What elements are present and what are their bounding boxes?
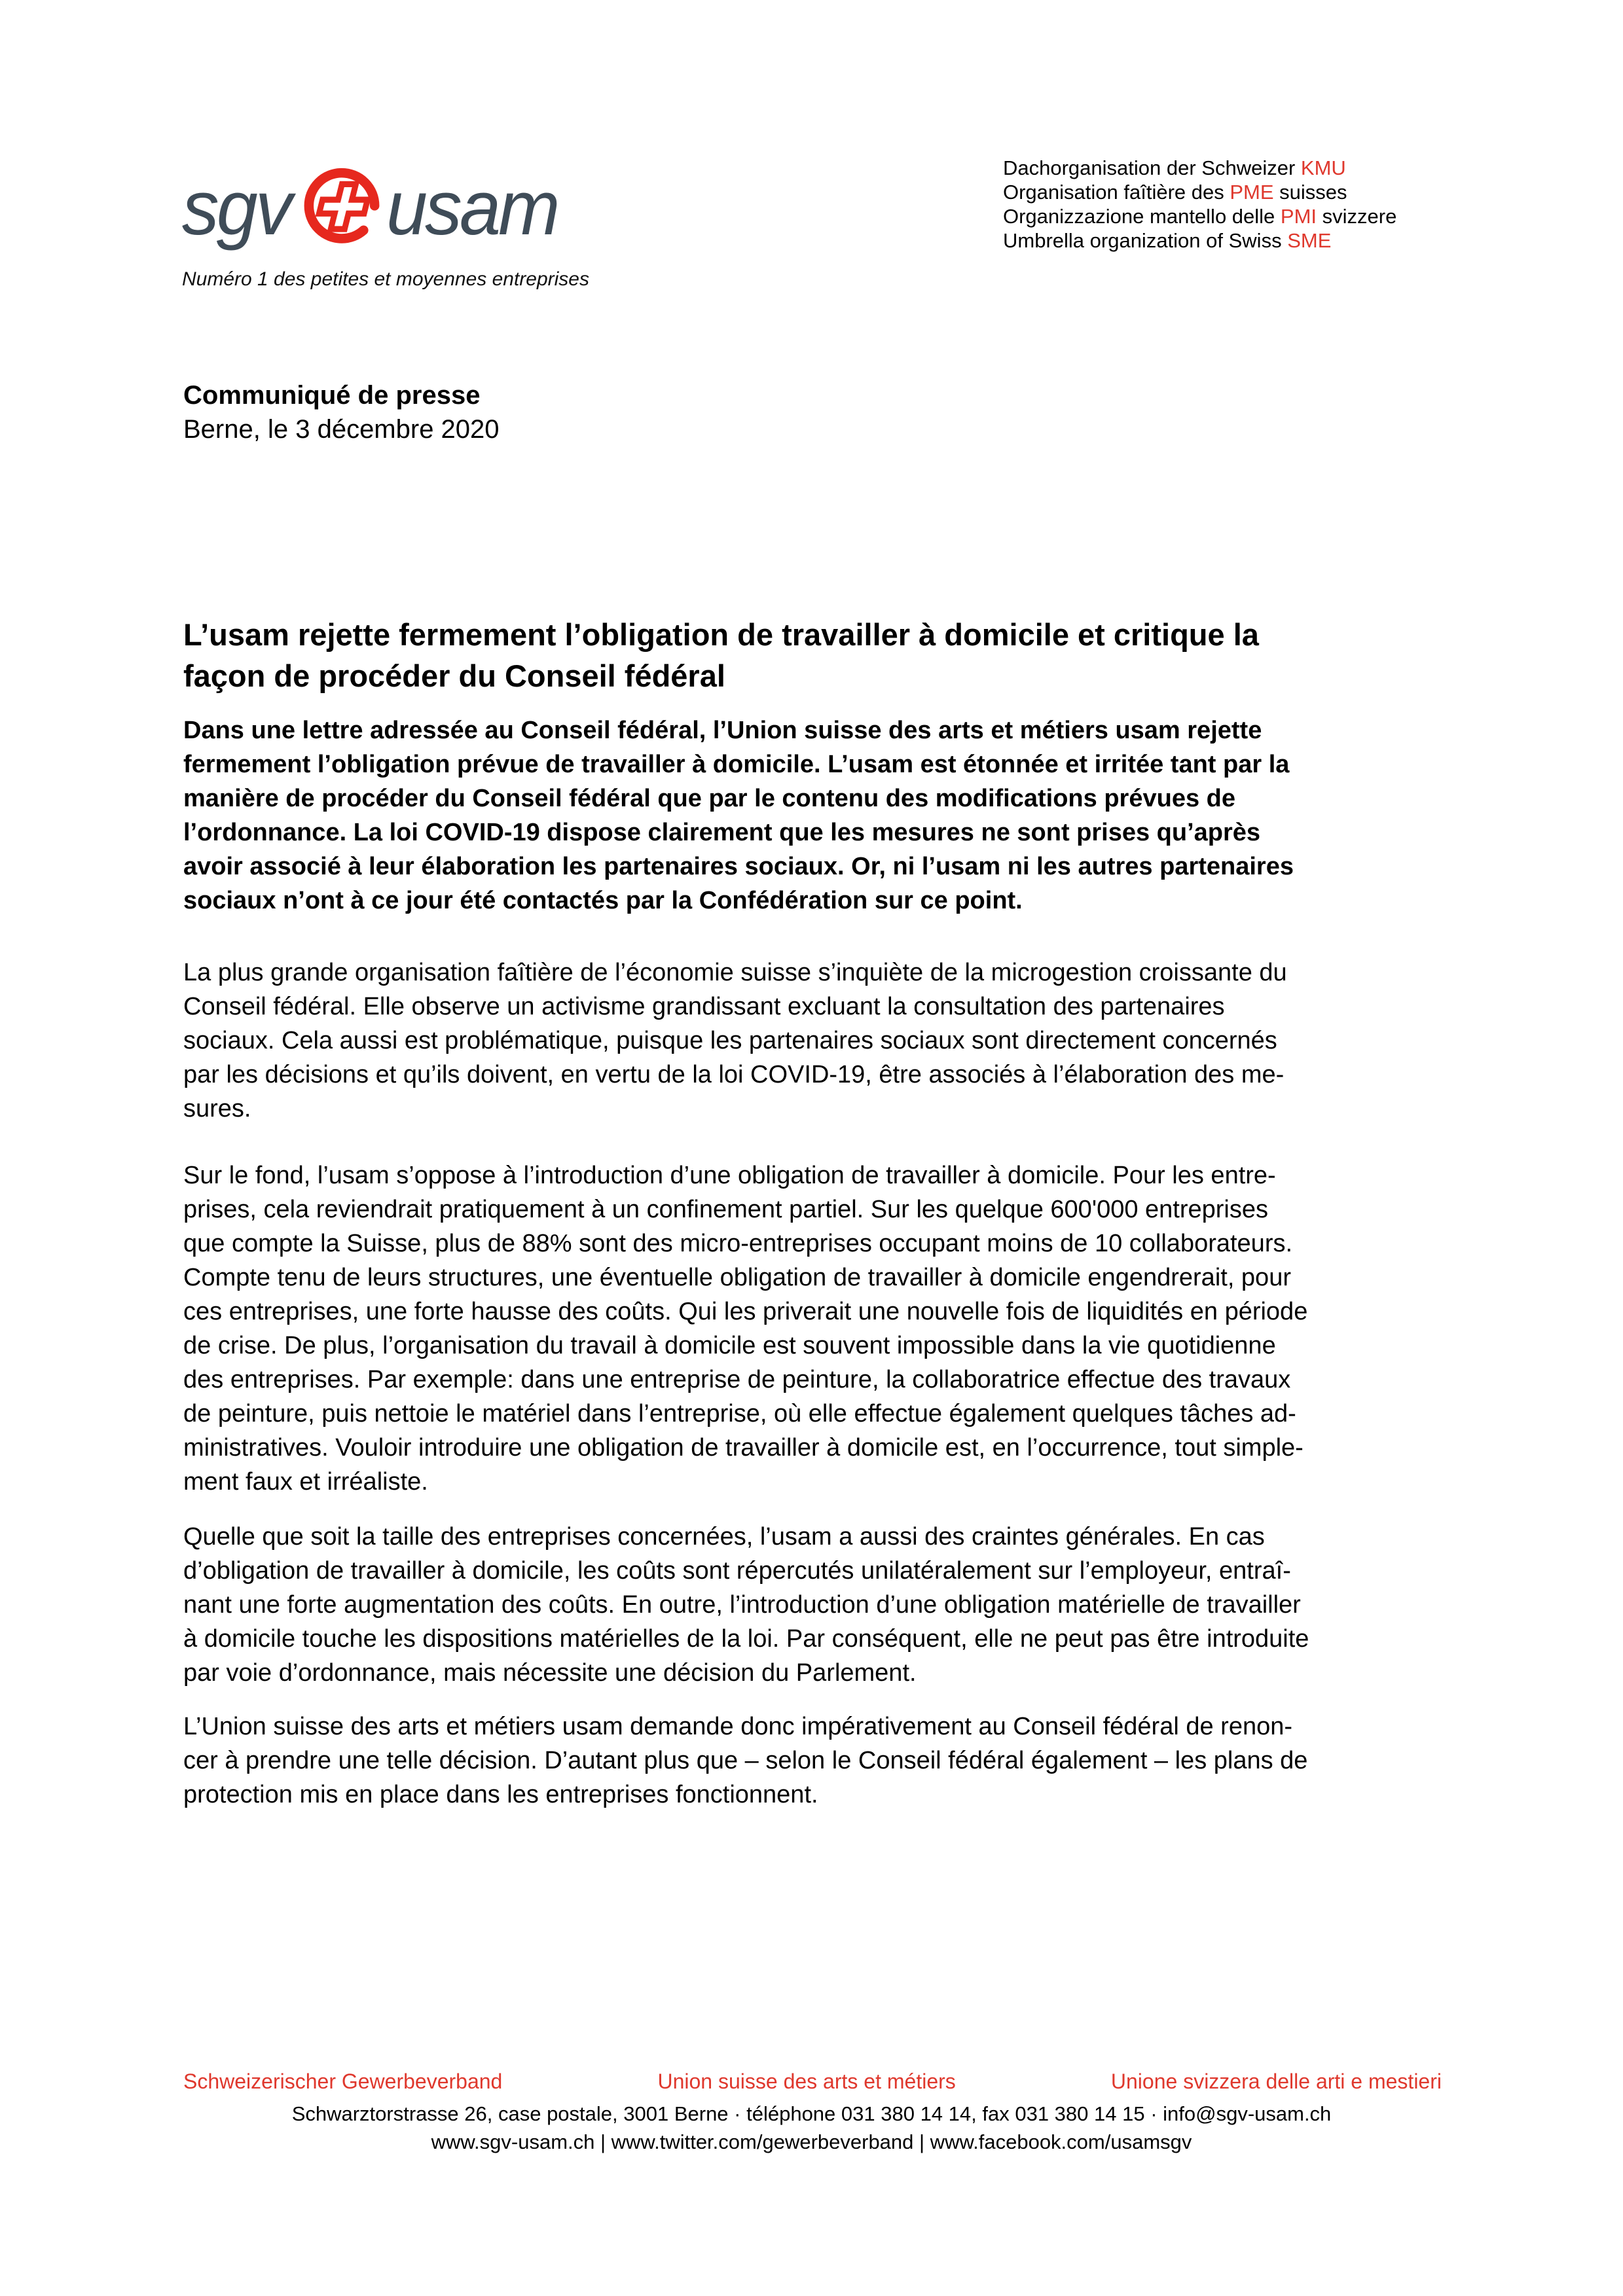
org-line-accent: PME [1230,181,1274,204]
paragraph-line: que compte la Suisse, plus de 88% sont des micro-entreprises occupant moins de 10 collaborateurs. [183,1230,1293,1257]
headline-line: façon de procéder du Conseil fédéral [183,658,725,693]
footer-org-it: Unione svizzera delle arti e mestieri [1110,2070,1442,2093]
logo-text-sgv: sgv [182,165,290,251]
paragraph-line: cer à prendre une telle décision. D’autant plus que – selon le Conseil fédéral également – les plans de [183,1747,1308,1774]
headline-line: L’usam rejette fermement l’obligation de travailler à domicile et critique la [183,617,1259,652]
body-paragraph [183,1710,1453,1812]
org-line-accent: KMU [1300,156,1346,179]
footer-address: Schwarztorstrasse 26, case postale, 3001 Berne · téléphone 031 380 14 14, fax 031 380 14 15 · info@sgv-usam.ch [291,2102,1332,2125]
paragraph-line: prises, cela reviendrait pratiquement à un confinement partiel. Sur les quelque 600'000 entreprises [183,1196,1269,1223]
paragraph-line: Dans une lettre adressée au Conseil fédéral, l’Union suisse des arts et métiers usam rejette [183,717,1262,744]
paragraph-line: à domicile touche les dispositions matérielles de la loi. Par conséquent, elle ne peut pas être introduite [183,1625,1309,1653]
paragraph-line: de peinture, puis nettoie le matériel dans l’entreprise, où elle effectue également quelques tâches ad- [183,1400,1296,1427]
logo-row [182,157,589,259]
paragraph-line: fermement l’obligation prévue de travailler à domicile. L’usam est étonnée et irritée tant par la [183,751,1290,778]
paragraph-line: Quelle que soit la taille des entreprises concernées, l’usam a aussi des craintes générales. En cas [183,1523,1265,1551]
logo [182,157,589,291]
paragraph-line: l’ordonnance. La loi COVID-19 dispose clairement que les mesures ne sont prises qu’après [183,819,1261,846]
footer-org-row [183,2070,1442,2094]
logo-tagline: Numéro 1 des petites et moyennes entreprises [182,268,589,290]
body-paragraph [183,1158,1453,1499]
org-descriptor-line-it [1003,204,1396,228]
org-descriptor-block [1003,156,1396,253]
org-line-text: svizzere [1317,205,1397,228]
dateline: Berne, le 3 décembre 2020 [183,415,500,444]
paragraph-line: ministratives. Vouloir introduire une obligation de travailler à domicile est, en l’occurrence, tout simple- [183,1434,1304,1462]
doc-meta [183,378,500,446]
paragraph-line: sociaux n’ont à ce jour été contactés par la Confédération sur ce point. [183,887,1023,914]
headline [183,614,1453,696]
org-line-text: Organizzazione mantello delle [1003,205,1281,228]
paragraph-line: Sur le fond, l’usam s’oppose à l’introduction d’une obligation de travailler à domicile. Pour les entre- [183,1162,1276,1189]
paragraph-line: de crise. De plus, l’organisation du travail à domicile est souvent impossible dans la vie quotidienne [183,1332,1276,1359]
paragraph-line: d’obligation de travailler à domicile, les coûts sont répercutés unilatéralement sur l’employeur, entraî- [183,1557,1291,1585]
org-descriptor-line-en [1003,228,1396,253]
body-paragraph [183,956,1453,1126]
footer-org-fr: Union suisse des arts et métiers [657,2070,956,2093]
org-descriptor-line-de [1003,156,1396,180]
org-line-accent: PMI [1280,205,1317,228]
org-line-text: suisses [1273,181,1347,204]
paragraph-line: nant une forte augmentation des coûts. En outre, l’introduction d’une obligation matérielle de travailler [183,1591,1301,1619]
press-release-label: Communiqué de presse [183,381,481,410]
org-line-text: Dachorganisation der Schweizer [1003,156,1301,179]
paragraph-line: des entreprises. Par exemple: dans une entreprise de peinture, la collaboratrice effectue des travaux [183,1366,1291,1393]
org-descriptor-line-fr [1003,180,1396,204]
paragraph-line: La plus grande organisation faîtière de l’économie suisse s’inquiète de la microgestion croissante du [183,959,1287,986]
swiss-cross-logo-icon [299,157,385,253]
paragraph-line: par les décisions et qu’ils doivent, en vertu de la loi COVID-19, être associés à l’élaboration des me- [183,1061,1285,1088]
paragraph-line: manière de procéder du Conseil fédéral que par le contenu des modifications prévues de [183,785,1235,812]
paragraph-line: Compte tenu de leurs structures, une éventuelle obligation de travailler à domicile engendrerait, pour [183,1264,1291,1291]
footer-org-de: Schweizerischer Gewerbeverband [183,2070,503,2093]
paragraph-line: protection mis en place dans les entreprises fonctionnent. [183,1781,818,1808]
body-paragraph [183,1520,1453,1690]
paragraph-line: par voie d’ordonnance, mais nécessite une décision du Parlement. [183,1659,917,1687]
paragraph-line: L’Union suisse des arts et métiers usam demande donc impérativement au Conseil fédéral de renon- [183,1713,1293,1740]
org-line-text: Organisation faîtière des [1003,181,1230,204]
paragraph-line: ces entreprises, une forte hausse des coûts. Qui les priverait une nouvelle fois de liquidités en période [183,1298,1308,1325]
paragraph-line: ment faux et irréaliste. [183,1468,428,1496]
paragraph-line: sociaux. Cela aussi est problématique, puisque les partenaires sociaux sont directement concernés [183,1027,1277,1054]
footer-links: www.sgv-usam.ch | www.twitter.com/gewerbeverband | www.facebook.com/usamsgv [431,2130,1192,2153]
org-line-accent: SME [1287,229,1332,252]
org-line-text: Umbrella organization of Swiss [1003,229,1288,252]
logo-text-usam: usam [386,165,558,251]
paragraph-line: avoir associé à leur élaboration les partenaires sociaux. Or, ni l’usam ni les autres partenaires [183,853,1294,880]
paragraph-line: Conseil fédéral. Elle observe un activisme grandissant excluant la consultation des partenaires [183,993,1225,1020]
lead-paragraph [183,713,1453,918]
paragraph-line: sures. [183,1095,251,1122]
